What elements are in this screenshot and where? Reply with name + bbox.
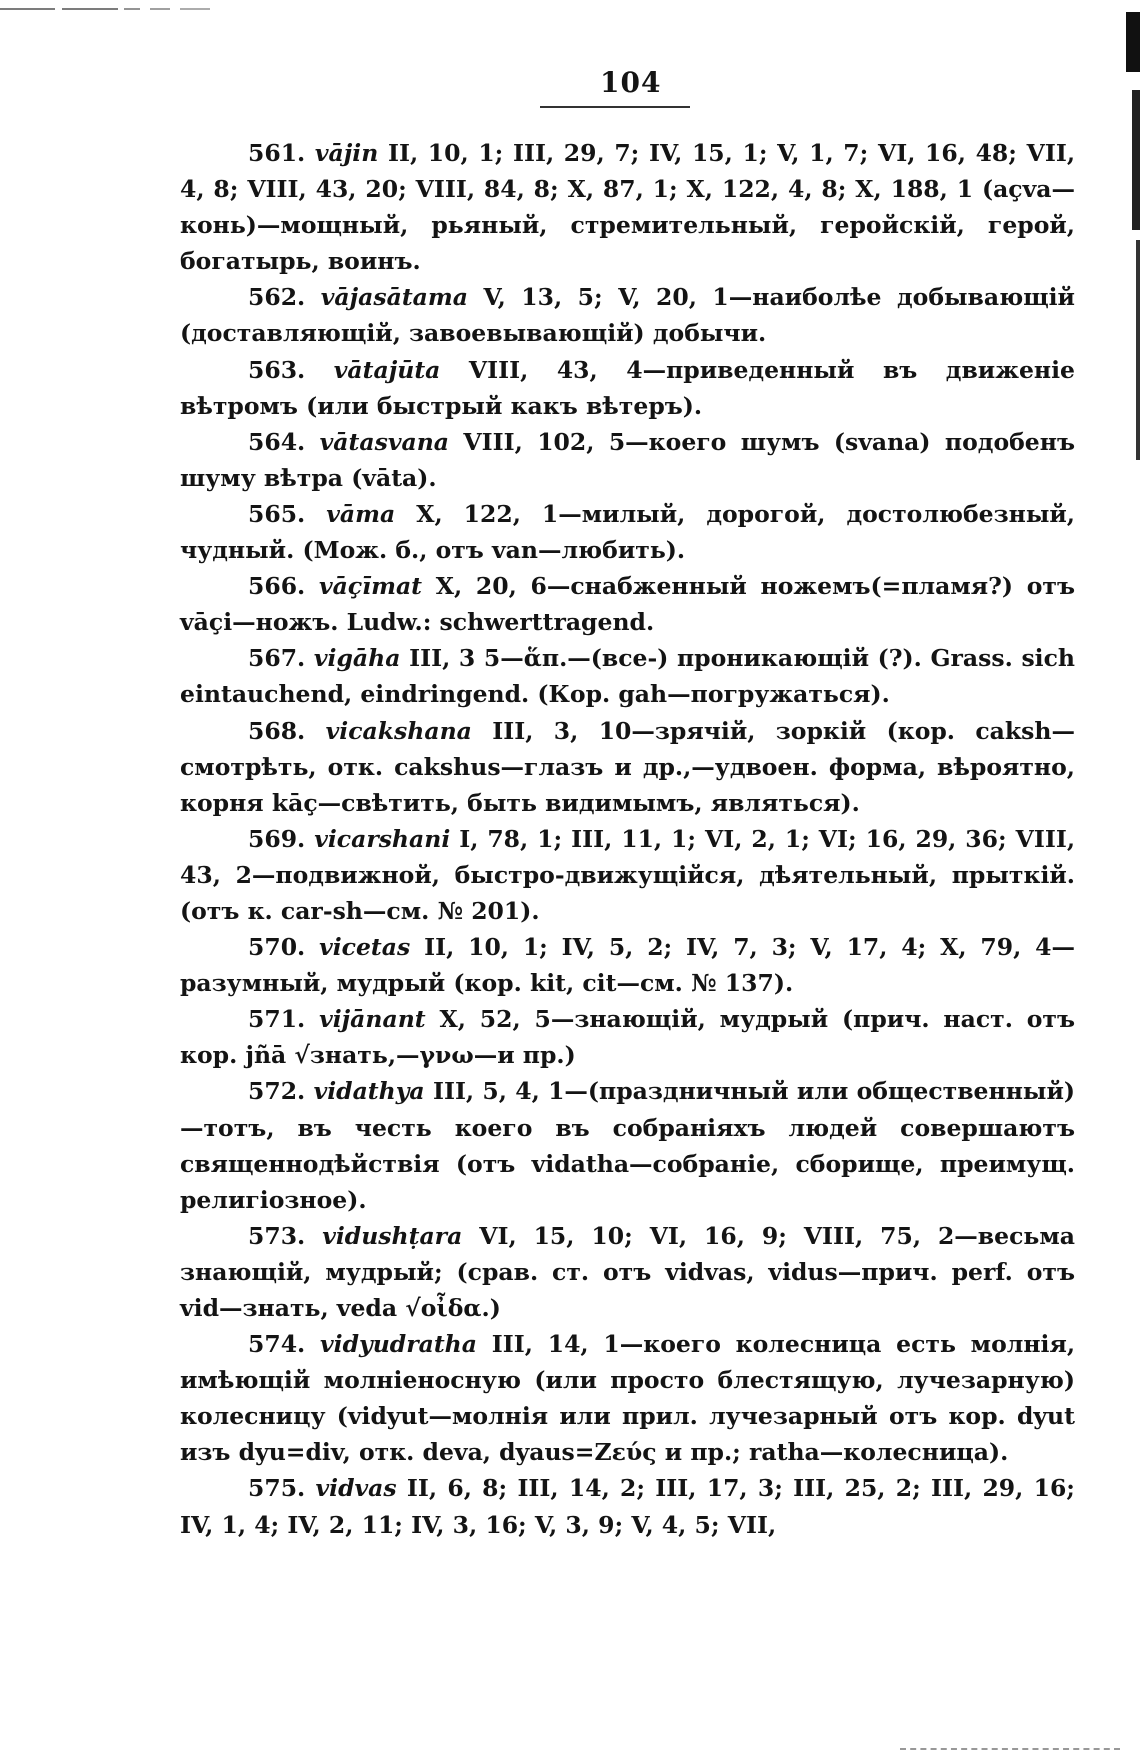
entry-number: 569. — [248, 824, 306, 853]
entry-565 — [180, 496, 1075, 568]
entry-571 — [180, 1001, 1075, 1073]
entry-562 — [180, 279, 1075, 351]
entry-573 — [180, 1218, 1075, 1326]
entry-number: 563. — [248, 355, 306, 384]
entry-number: 568. — [248, 716, 306, 745]
entry-body: VIII, 102, 5—коего шумъ (svana) подобенъ шуму вѣтра (vāta). — [180, 427, 1075, 492]
entry-headword: vidyudratha — [320, 1330, 477, 1359]
page-number-rule — [540, 106, 690, 108]
entry-566 — [180, 568, 1075, 640]
entry-body: VIII, 43, 4—приведенный въ движеніе вѣтромъ (или быстрый какъ вѣтеръ). — [180, 355, 1075, 420]
entry-body: II, 10, 1; III, 29, 7; IV, 15, 1; V, 1, 7; VI, 16, 48; VII, 4, 8; VIII, 43, 20; VIII, 84, 8; X, 87, 1; X, 122, 4, 8; X, 188, 1 (açva—конь)—мощный, рьяный, стремительный, геройскій, герой, богатырь, воинъ. — [180, 139, 1075, 276]
entry-body: III, 14, 1—коего колесница есть молнія, имѣющій молніеносную (или просто блестящую, лучезарную) колесницу (vidyut—молнія или прил. лучезарный отъ кор. dyut изъ dyu=div, отк. deva, dyaus=Ζεύς и пр.; ratha—колесница). — [180, 1330, 1076, 1467]
entry-headword: vāma — [326, 499, 396, 528]
entry-body: III, 3, 10—зрячій, зоркій (кор. caksh—смотрѣть, отк. cakshus—глазъ и др.,—удвоен. форма, вѣроятно, корня kāç—свѣтить, быть видимымъ, являться). — [180, 716, 1075, 817]
entry-headword: vigāha — [313, 644, 401, 673]
entry-number: 562. — [248, 283, 306, 312]
dictionary-entries — [180, 135, 1075, 1543]
entry-number: 575. — [248, 1474, 306, 1503]
entry-number: 565. — [248, 499, 306, 528]
entry-headword: vidushṭara — [322, 1221, 463, 1250]
entry-body: III, 5, 4, 1—(праздничный или общественный)—тотъ, въ честь коего въ собраніяхъ людей совершаютъ священнодѣйствія (отъ vidatha—собраніе, сборище, преимущ. религіозное). — [180, 1077, 1075, 1214]
entry-569 — [180, 821, 1075, 929]
entry-number: 564. — [248, 427, 306, 456]
page-number: 104 — [600, 66, 662, 99]
entry-headword: vijānant — [319, 1005, 426, 1034]
entry-570 — [180, 929, 1075, 1001]
entry-574 — [180, 1326, 1075, 1470]
entry-body: X, 52, 5—знающій, мудрый (прич. наст. отъ кор. jñā √знать,—γνω—и пр.) — [180, 1005, 1075, 1070]
entry-headword: vātasvana — [319, 427, 450, 456]
entry-headword: vātajūta — [333, 355, 441, 384]
entry-number: 571. — [248, 1005, 306, 1034]
entry-561 — [180, 135, 1075, 279]
entry-headword: vājin — [314, 139, 379, 167]
entry-headword: vidvas — [315, 1474, 397, 1503]
entry-headword: vicarshani — [314, 824, 451, 853]
scan-edge-mark — [1126, 12, 1140, 72]
entry-number: 566. — [248, 572, 306, 601]
entry-headword: vājasātama — [320, 283, 468, 312]
scan-edge-mark — [1132, 90, 1140, 230]
entry-number: 573. — [248, 1221, 306, 1250]
entry-number: 572. — [248, 1077, 306, 1106]
scan-top-edge — [0, 8, 1140, 10]
entry-headword: vidathya — [313, 1077, 425, 1106]
entry-body: II, 6, 8; III, 14, 2; III, 17, 3; III, 25, 2; III, 29, 16; IV, 1, 4; IV, 2, 11; IV, 3, 16; V, 3, 9; V, 4, 5; VII, — [180, 1474, 1075, 1539]
entry-body: II, 10, 1; IV, 5, 2; IV, 7, 3; V, 17, 4; X, 79, 4—разумный, мудрый (кор. kit, cit—см. № 137). — [180, 933, 1075, 998]
entry-headword: vicetas — [319, 933, 411, 962]
entry-body: VI, 15, 10; VI, 16, 9; VIII, 75, 2—весьма знающій, мудрый; (срав. ст. отъ vidvas, vidus—прич. perf. отъ vid—знать, veda √οἶδα.) — [180, 1221, 1075, 1322]
entry-number: 567. — [248, 644, 306, 673]
entry-headword: vicakshana — [325, 716, 472, 745]
entry-572 — [180, 1073, 1075, 1217]
entry-number: 574. — [248, 1330, 306, 1359]
entry-body: I, 78, 1; III, 11, 1; VI, 2, 1; VI; 16, 29, 36; VIII, 43, 2—подвижной, быстро-движущійся, дѣятельный, прыткій. (отъ к. car-sh—см. № 201). — [180, 824, 1076, 925]
entry-body: X, 20, 6—снабженный ножемъ(=пламя?) отъ vāçi—ножъ. Ludw.: schwerttragend. — [180, 572, 1075, 637]
entry-number: 561. — [248, 139, 306, 167]
entry-564 — [180, 424, 1075, 496]
entry-575 — [180, 1470, 1075, 1542]
scan-bottom-edge — [900, 1748, 1120, 1750]
entry-567 — [180, 640, 1075, 712]
entry-568 — [180, 713, 1075, 821]
entry-body: X, 122, 1—милый, дорогой, достолюбезный, чудный. (Мож. б., отъ van—любить). — [180, 499, 1075, 565]
entry-body: V, 13, 5; V, 20, 1—наиболѣе добывающій (доставляющій, завоевывающій) добычи. — [180, 283, 1075, 348]
entry-563 — [180, 352, 1075, 424]
entry-headword: vāçīmat — [318, 572, 423, 601]
scan-edge-mark — [1136, 240, 1140, 460]
entry-body: III, 3 5—ἅπ.—(все-) проникающій (?). Grass. sich eintauchend, eindringend. (Кор. gah—погружаться). — [180, 644, 1075, 709]
entry-number: 570. — [248, 933, 306, 962]
